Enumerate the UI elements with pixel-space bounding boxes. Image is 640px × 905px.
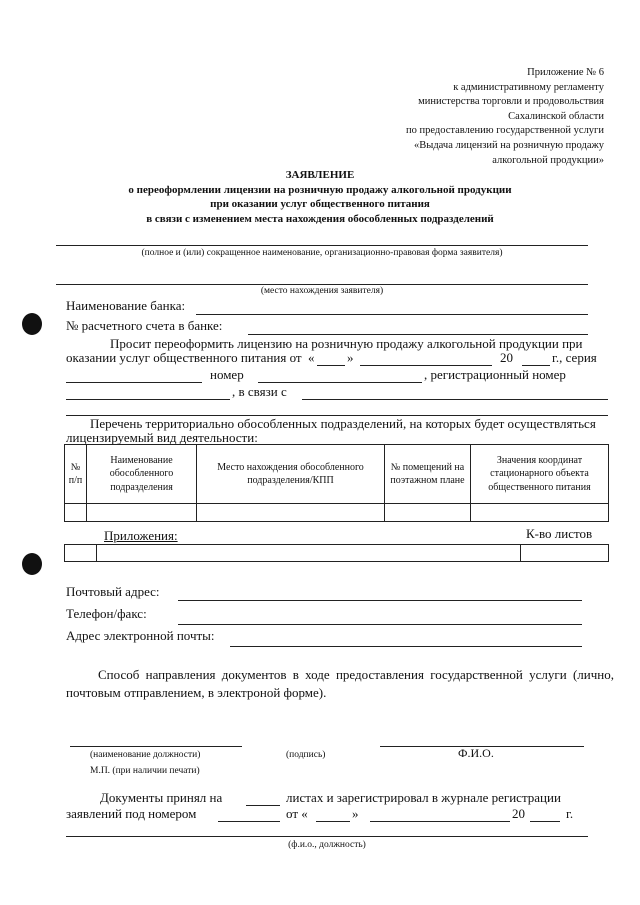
registration-line-1-a: Документы принял на <box>100 790 223 805</box>
request-line-2-text: оказании услуг общественного питания от <box>66 350 302 365</box>
reason-field[interactable] <box>302 399 608 400</box>
header-cell-number: № п/п <box>65 445 87 504</box>
header-cell-location: Место нахождения обособленного подразделения/КПП <box>197 445 385 504</box>
registration-day-field[interactable] <box>316 821 350 822</box>
header-line: «Выдача лицензий на розничную продажу <box>414 139 604 151</box>
table-header-row <box>65 445 609 504</box>
header-cell-premises: № помещений на поэтажном плане <box>385 445 471 504</box>
header-line: Сахалинской области <box>508 110 604 122</box>
phone-fax-field[interactable] <box>178 624 582 625</box>
request-date-close-quote: » <box>347 350 354 365</box>
registration-month-field[interactable] <box>370 821 510 822</box>
title-line: ЗАЯВЛЕНИЕ <box>285 169 355 181</box>
request-reason-label: , в связи с <box>232 384 287 399</box>
applicant-name-field[interactable] <box>56 245 588 246</box>
punch-hole-bottom <box>22 553 42 575</box>
license-series-field[interactable] <box>66 382 202 383</box>
request-date-open-quote: « <box>308 350 315 365</box>
attachments-label: Приложения: <box>104 528 178 543</box>
header-line: алкогольной продукции» <box>492 154 604 166</box>
fio-caption: Ф.И.О. <box>458 746 494 760</box>
phone-fax-label: Телефон/факс: <box>66 606 147 621</box>
table-cell[interactable] <box>471 504 609 522</box>
request-date-year-prefix: 20 <box>500 350 513 365</box>
position-caption: (наименование должности) <box>90 750 201 760</box>
request-series-label: г., серия <box>552 350 597 365</box>
table-cell[interactable] <box>87 504 197 522</box>
table-cell[interactable] <box>97 545 521 562</box>
request-reg-number-label: , регистрационный номер <box>424 367 566 382</box>
position-field[interactable] <box>70 746 242 747</box>
request-number-label: номер <box>210 367 244 382</box>
table-cell[interactable] <box>65 504 87 522</box>
header-cell-coordinates: Значения координат стационарного объекта общественного питания <box>471 445 609 504</box>
header-cell-subdivision-name: Наименование обособленного подразделения <box>87 445 197 504</box>
account-number-field[interactable] <box>248 334 588 335</box>
delivery-method-text: Способ направления документов в ходе предоставления государственной услуги (лично, почтовым отправлением, в электроной форме). <box>66 667 614 700</box>
officer-field[interactable] <box>66 836 588 837</box>
request-line-1: Просит переоформить лицензию на розничную продажу алкогольной продукции при <box>110 336 583 351</box>
registration-date-from: от « <box>286 806 308 821</box>
punch-hole-top <box>22 313 42 335</box>
header-line: по предоставлению государственной услуги <box>406 125 604 137</box>
table-cell[interactable] <box>65 545 97 562</box>
registration-year-prefix: 20 <box>512 806 525 821</box>
attachments-table <box>64 544 609 562</box>
license-date-month-field[interactable] <box>360 365 492 366</box>
registration-number-field[interactable] <box>66 399 230 400</box>
header-line: министерства торговли и продовольствия <box>418 96 604 108</box>
list-intro-line-2: лицензируемый вид деятельности: <box>66 430 258 445</box>
registration-number-entry-field[interactable] <box>218 821 280 822</box>
postal-address-label: Почтовый адрес: <box>66 584 160 599</box>
applicant-location-field[interactable] <box>56 284 588 285</box>
table-row <box>65 504 609 522</box>
subdivisions-table <box>64 444 609 522</box>
stamp-caption: М.П. (при наличии печати) <box>90 766 200 776</box>
bank-name-field[interactable] <box>196 314 588 315</box>
email-field[interactable] <box>230 646 582 647</box>
title-line: в связи с изменением места нахождения обособленных подразделений <box>146 212 494 225</box>
registration-date-close-quote: » <box>352 806 359 821</box>
table-cell[interactable] <box>197 504 385 522</box>
registration-year-suffix: г. <box>566 806 574 821</box>
sheets-count-label: К-во листов <box>526 526 593 541</box>
appendix-header <box>406 66 604 168</box>
registration-line-2-a: заявлений под номером <box>66 806 197 821</box>
license-number-field[interactable] <box>258 382 422 383</box>
header-line: к административному регламенту <box>453 81 604 93</box>
email-label: Адрес электронной почты: <box>66 628 215 643</box>
license-date-day-field[interactable] <box>317 365 345 366</box>
account-number-label: № расчетного счета в банке: <box>66 318 223 333</box>
table-cell[interactable] <box>385 504 471 522</box>
signature-caption: (подпись) <box>286 750 326 760</box>
sheets-count-field[interactable] <box>246 805 280 806</box>
officer-caption: (ф.и.о., должность) <box>288 840 366 850</box>
table-row <box>65 545 609 562</box>
list-intro-line-1: Перечень территориально обособленных подразделений, на которых будет осуществляться <box>90 416 596 431</box>
registration-year-field[interactable] <box>530 821 560 822</box>
registration-line-1-b: листах и зарегистрировал в журнале регистрации <box>286 790 561 805</box>
postal-address-field[interactable] <box>178 600 582 601</box>
document-title <box>0 168 640 226</box>
applicant-name-caption: (полное и (или) сокращенное наименование, организационно-правовая форма заявителя) <box>141 248 503 258</box>
header-line: Приложение № 6 <box>527 67 604 78</box>
applicant-location-caption: (место нахождения заявителя) <box>260 286 384 296</box>
table-cell[interactable] <box>521 545 609 562</box>
title-line: при оказании услуг общественного питания <box>210 198 430 211</box>
license-date-year-field[interactable] <box>522 365 550 366</box>
bank-name-label: Наименование банка: <box>66 298 186 313</box>
title-line: о переоформлении лицензии на розничную продажу алкогольной продукции <box>128 183 512 196</box>
